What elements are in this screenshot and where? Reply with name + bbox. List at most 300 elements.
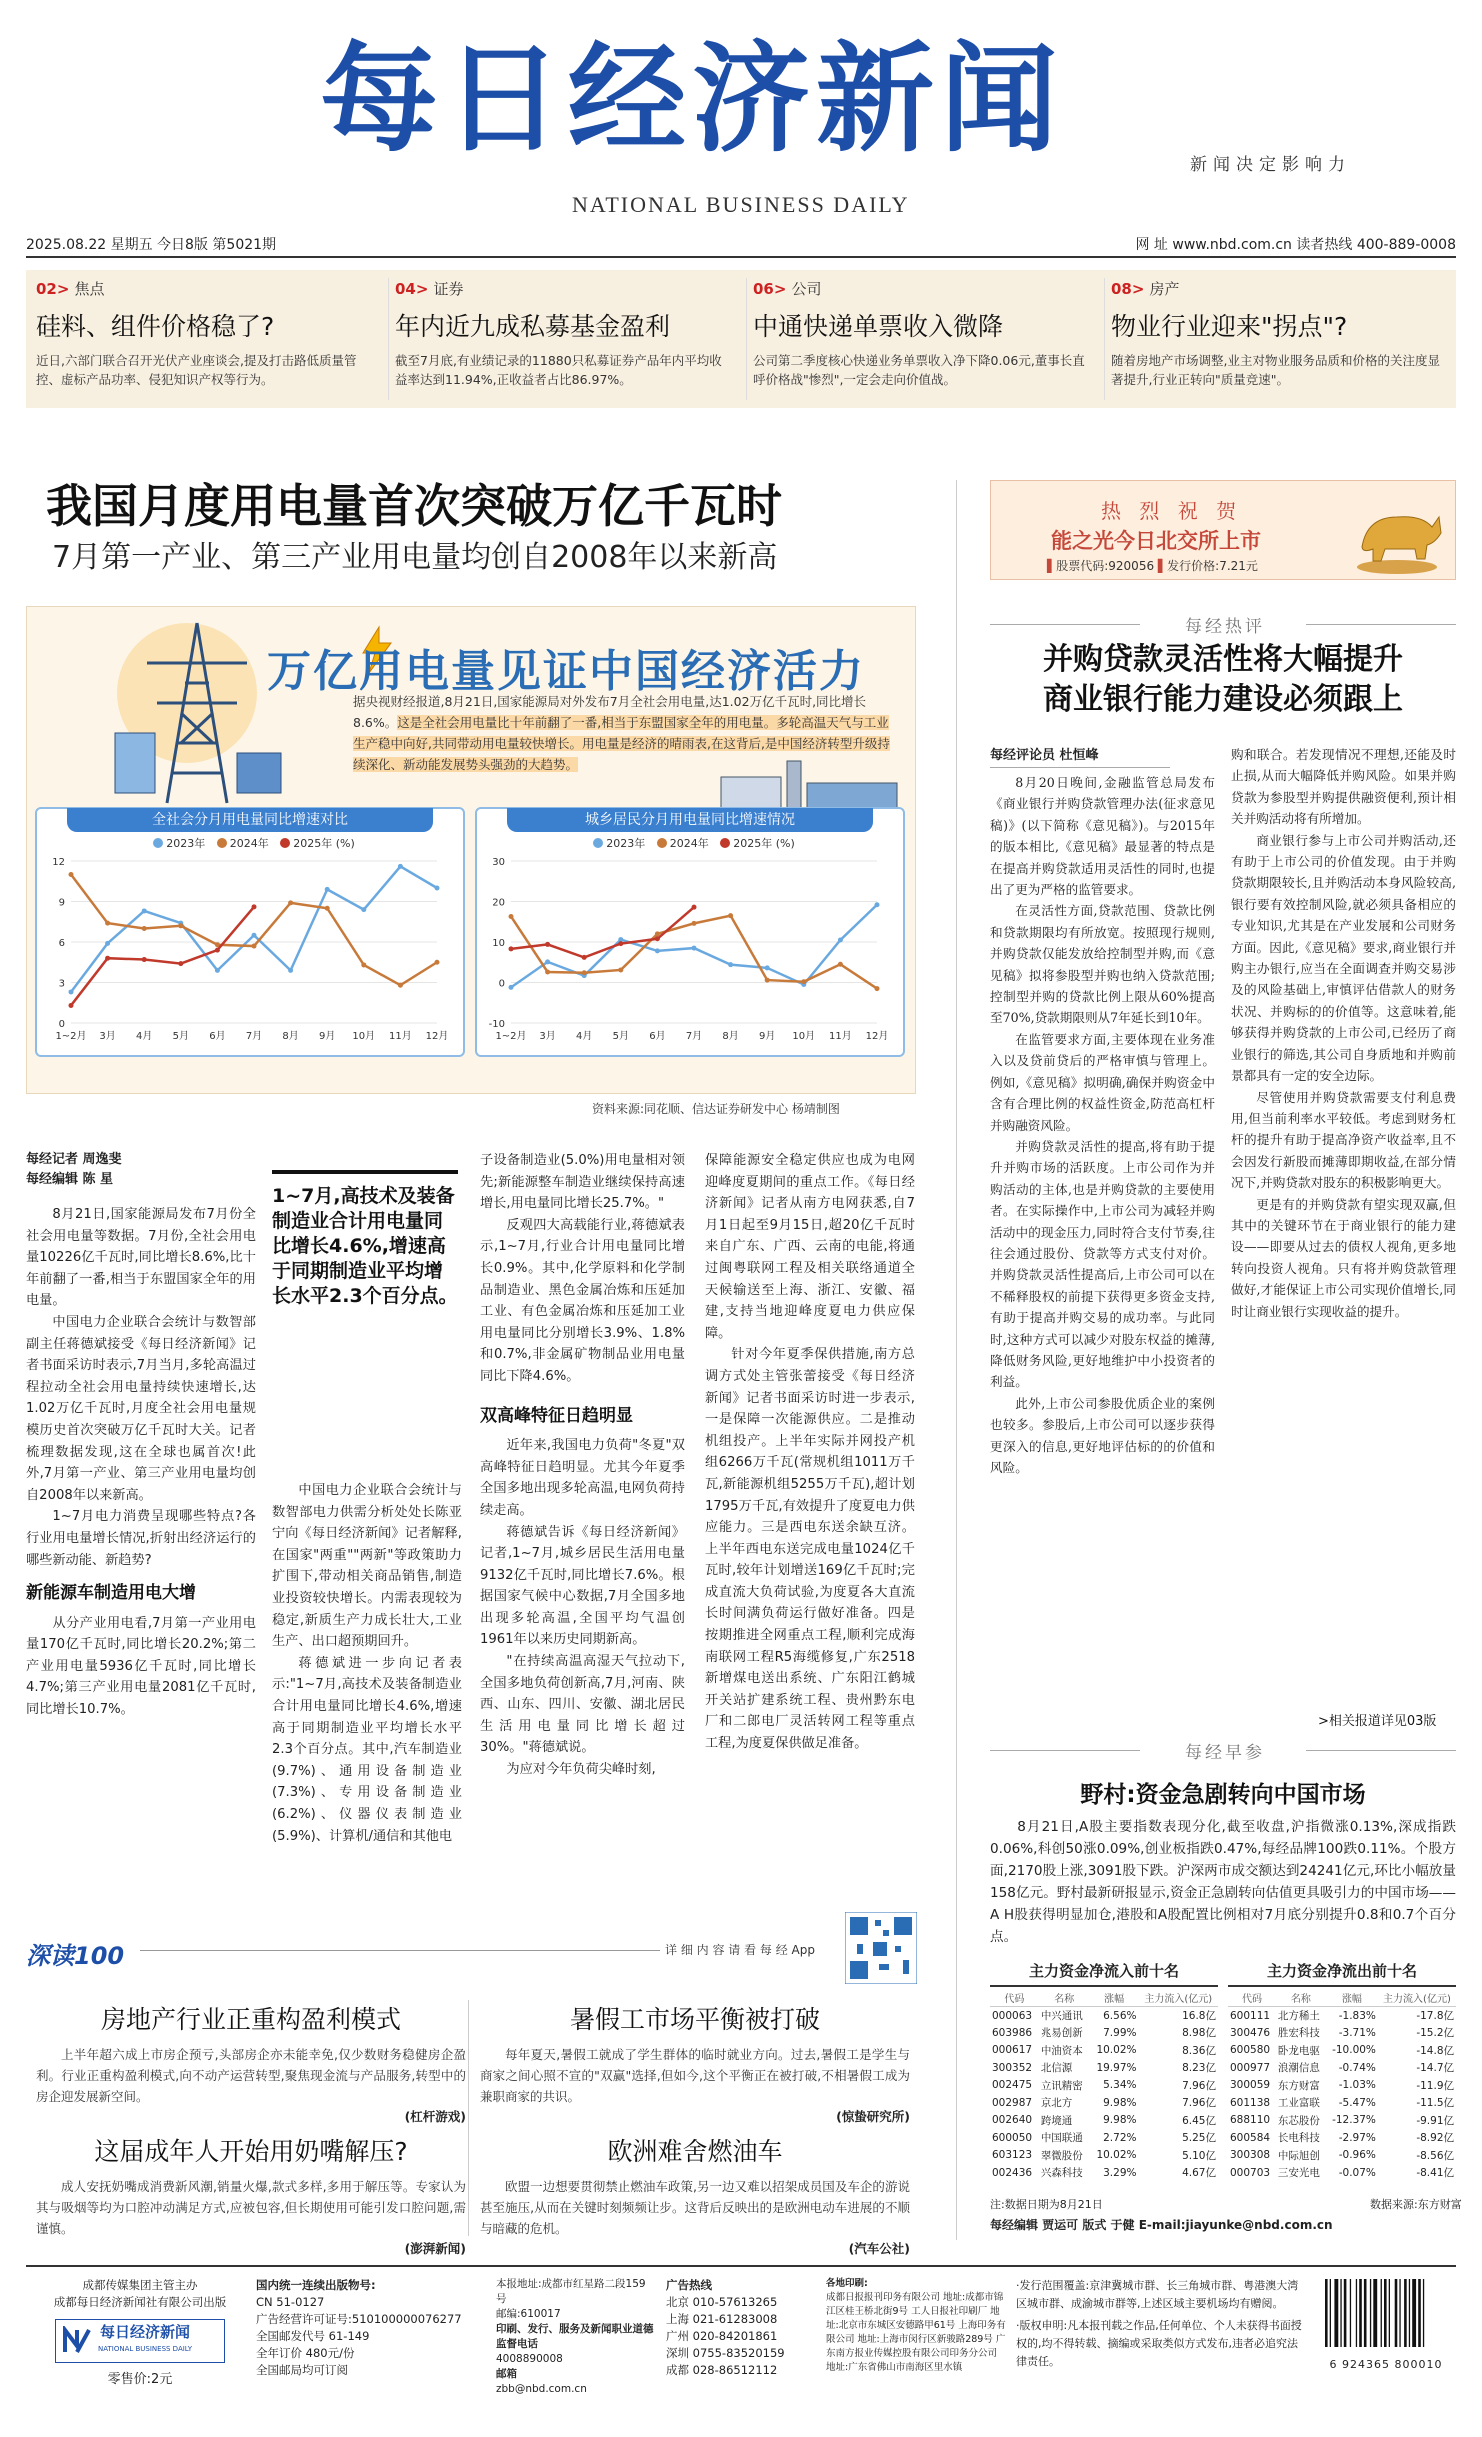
table-cell: 603986 [992, 2026, 1033, 2039]
deep-item[interactable] [480, 2000, 910, 2125]
ad-hotline: 北京 010-57613265 [666, 2295, 778, 2309]
barcode-bar [1350, 2279, 1351, 2347]
data-point [765, 965, 770, 970]
table-row[interactable] [1228, 2024, 1456, 2042]
paragraph: 中国电力企业联合会统计与数智部电力供需分析处处长陈亚宁向《每日经济新闻》记者解释,在国家"两重""两新"等政策助力扩围下,带动相关商品销售,制造业投资较快增长。内需表现较为稳定,新质生产力成长壮大,工业生产、出口超预期回升。 [272, 1483, 462, 1650]
barcode-bar [1409, 2279, 1410, 2347]
data-point [142, 926, 147, 931]
table-cell: 中际旭创 [1277, 2149, 1320, 2162]
table-cell: 北方稀土 [1277, 2010, 1320, 2022]
section-label: 证券 [433, 280, 464, 298]
table-cell: 7.96亿 [1182, 2079, 1216, 2092]
editorial-col-1 [990, 772, 1215, 1478]
table-row[interactable] [990, 2042, 1218, 2060]
table-cell: -14.8亿 [1416, 2044, 1454, 2057]
barcode-bar [1330, 2279, 1331, 2347]
x-tick-label: 8月 [282, 1031, 299, 1042]
series-line [71, 875, 437, 986]
graphic-desc-b: 这是全社会用电量比十年前翻了一番,相当于东盟国家全年的用电量。多轮高温天气与工业生产稳中向好,共同带动用电量较快增长。用电量是经济的晴雨表,在这背后,是中国经济转型升级持续深化、新动能发展势头强劲的大趋势。 [353, 715, 890, 772]
table-row[interactable] [1228, 2129, 1456, 2147]
barcode-bar [1423, 2279, 1424, 2347]
subheading: 双高峰特征日趋明显 [480, 1405, 633, 1426]
data-point [105, 921, 110, 926]
table-cell: 兴森科技 [1040, 2167, 1083, 2180]
table-cell: 600580 [1230, 2044, 1271, 2057]
series-line [71, 866, 437, 992]
deep-text: 成人安抚奶嘴成消费新风潮,销量火爆,款式多样,多用于解压等。专家认为其与吸烟等均为口腔冲动满足方式,应被包容,但长期使用可能引发口腔问题,需谨慎。 [36, 2179, 466, 2236]
data-point [142, 957, 147, 962]
y-tick-label: 30 [492, 857, 505, 868]
paragraph: 并购贷款灵活性的提高,将有助于提升并购市场的活跃度。上市公司作为并购活动的主体,也是并购贷款的主要使用者。在实际操作中,上市公司为减轻并购活动中的现金压力,同时符合支付节奏,往往会通过股份、贷款等方式支付对价。并购贷款灵活性提高后,上市公司可以在不稀释股权的前提下获得更多资金支持,有助于提高并购交易的成功率。与此同时,这种方式可以减少对股东权益的摊薄,降低财务风险,更好地维护中小投资者的利益。 [990, 1138, 1215, 1390]
legend-label: 2024年 [669, 837, 709, 850]
deep-text: 上半年超六成上市房企预亏,头部房企亦未能幸免,仅少数财务稳健房企盈利。行业正重构盈利模式,向不动产运营转型,聚焦现金流与产品服务,转型中的房企迎发展新空间。 [36, 2047, 466, 2104]
article-col-4 [705, 1150, 915, 1755]
x-tick-label: 9月 [319, 1031, 336, 1042]
line-chart [37, 853, 463, 1053]
data-point [435, 886, 440, 891]
power-tower-icon [107, 613, 287, 813]
table-cell: 北信源 [1040, 2062, 1073, 2075]
x-tick-label: 1~2月 [495, 1031, 527, 1042]
table-header: 主力流入(亿元) [1138, 1989, 1218, 2007]
barcode-bar [1399, 2279, 1400, 2347]
table-cell: 10.02% [1096, 2149, 1137, 2162]
footer-printers: 各地印刷: 成都日报报刊印务有限公司 地址:成都市锦江区桂王桥北街9号 工人日报社印刷厂 地址:北京市东城区安德路甲61号 上海印务有限公司 地址:上海市闵行区新骏路289号 广东南方报业传媒控股有限公司印务分公司 地址:广东省佛山市南海区里水镇 [826, 2278, 1006, 2373]
chart-panel-right [475, 807, 905, 1057]
barcode-bar [1404, 2279, 1407, 2347]
table-cell: 000977 [1230, 2061, 1271, 2074]
barcode-bar [1340, 2279, 1341, 2347]
table-cell: 000063 [992, 2009, 1033, 2022]
qr-code-icon[interactable] [845, 1912, 917, 1984]
table-row[interactable] [1228, 2042, 1456, 2060]
data-point [398, 983, 403, 988]
paragraph: 商业银行参与上市公司并购活动,还有助于上市公司的价值发现。由于并购贷款期限较长,且并购活动本身风险较高,银行要有效控制风险,就必须具备相应的专业知识,尤其是在产业发展和公司财务方面。因此,《意见稿》要求,商业银行并购主办银行,应当在全面调查并购交易涉及的风险基础上,审慎评估借款人的财务状况、并购标的的价值等。这意味着,能够获得并购贷款的上市公司,已经历了商业银行的筛选,其公司自身质地和并购前景都具有一定的安全边际。 [1231, 832, 1456, 1084]
deep-item[interactable] [36, 2000, 466, 2125]
teaser-item[interactable] [1104, 278, 1449, 400]
ad-banner[interactable] [990, 480, 1456, 580]
table-source: 数据来源:东方财富 [1370, 2198, 1462, 2211]
editorial-title-2: 商业银行能力建设必须跟上 [1043, 682, 1403, 717]
table-cell: 603123 [992, 2149, 1033, 2162]
data-point [618, 967, 623, 972]
infographic [26, 606, 916, 1094]
paragraph: 子设备制造业(5.0%)用电量相对领先;新能源整车制造业继续保持高速增长,用电量同比增长25.7%。" [480, 1153, 685, 1212]
data-point [655, 936, 660, 941]
ad-code: ▌股票代码:920056 ▌发行价格:7.21元 [1047, 559, 1258, 573]
graphic-title: 万亿用电量见证中国经济活力 [267, 646, 865, 697]
morning-text: 8月21日,A股主要指数表现分化,截至收盘,沪指微涨0.13%,深成指跌0.06%,科创50涨0.09%,创业板指跌0.47%,每经品牌100跌0.11%。个股方面,2170股上涨,3091股下跌。沪深两市成交额达到24241亿元,环比小幅放量158亿元。野村最新研报显示,资金正急剧转向估值更具吸引力的中国市场——A H股获得明显加仓,港股和A股配置比例相对7月底分别提升0.8和0.7个百分点。 [990, 1819, 1456, 1945]
barcode-bar [1370, 2279, 1371, 2347]
barcode-bar [1395, 2279, 1398, 2347]
table-cell: -14.7亿 [1416, 2062, 1454, 2075]
paragraph: 在监管要求方面,主要体现在业务准入以及贷前贷后的严格审慎与管理上。例如,《意见稿》拟明确,确保并购资金中含有合理比例的权益性资金,防范高杠杆并购融资风险。 [990, 1031, 1215, 1133]
page-number: 04> [395, 280, 429, 298]
table-cell: -2.97% [1338, 2131, 1376, 2144]
paragraph: 1~7月电力消费呈现哪些特点?各行业用电量增长情况,折射出经济运行的哪些新动能、新趋势? [26, 1509, 256, 1568]
deep-source: (惊蛰研究所) [836, 2109, 910, 2124]
table-header: 主力流入(亿元) [1378, 1989, 1456, 2007]
y-tick-label: 0 [58, 1019, 65, 1030]
x-tick-label: 6月 [649, 1031, 666, 1042]
data-point [582, 955, 587, 960]
table-cell: 9.98% [1103, 2096, 1137, 2109]
teaser-bar [26, 270, 1456, 408]
footer-logo [55, 2319, 225, 2363]
table-cell: 8.98亿 [1182, 2027, 1216, 2040]
x-tick-label: 6月 [209, 1031, 226, 1042]
page-number: 08> [1111, 280, 1145, 298]
paragraph: 反观四大高载能行业,蒋德斌表示,1~7月,行业合计用电量同比增长0.9%。其中,化学原料和化学制品制造业、黑色金属冶炼和压延加工业、有色金属冶炼和压延加工业用电量同比分别增长3.9%、1.8%和0.7%,非金属矿物制品业用电量同比下降4.6%。 [480, 1217, 685, 1384]
table-row[interactable] [990, 2094, 1218, 2112]
table-header: 涨幅 [1326, 1989, 1378, 2007]
table-cell: 16.8亿 [1182, 2010, 1216, 2022]
table-cell: 胜宏科技 [1277, 2027, 1320, 2040]
data-point [325, 906, 330, 911]
table-cell: 兆易创新 [1040, 2027, 1083, 2040]
table-cell: -0.96% [1338, 2149, 1376, 2162]
data-point [728, 962, 733, 967]
data-point [545, 942, 550, 947]
table-cell: 300476 [1230, 2026, 1271, 2039]
table-header: 代码 [1228, 1989, 1276, 2007]
divider [990, 624, 1140, 625]
table-cell: 8.23亿 [1182, 2062, 1216, 2075]
paragraph: "在持续高温高湿天气拉动下,全国多地负荷创新高,7月,河南、陕西、山东、四川、安徽、湖北居民生活用电量同比增长超过30%。"蒋德斌说。 [480, 1654, 685, 1756]
table-row[interactable] [1228, 2112, 1456, 2130]
table-cell: -3.71% [1338, 2026, 1376, 2039]
data-point [69, 989, 74, 994]
table-cell: 2.72% [1103, 2131, 1137, 2144]
app-note: 详 细 内 容 请 看 每 经 App [665, 1943, 815, 1957]
paragraph: 中国电力企业联合会统计与数智部副主任蒋德斌接受《每日经济新闻》记者书面采访时表示,7月当月,多轮高温过程拉动全社会用电量持续快速增长,达1.02万亿千瓦时,月度全社会用电量规模历史首次突破万亿千瓦时大关。记者梳理数据发现,这在全球也属首次!此外,7月第一产业、第三产业用电量均创自2008年以来新高。 [26, 1314, 256, 1503]
data-point [765, 978, 770, 983]
line-chart [477, 853, 903, 1053]
table-cell: 中国联通 [1040, 2132, 1083, 2145]
table-cell: 600584 [1230, 2131, 1271, 2144]
data-point [105, 956, 110, 961]
table-cell: -1.83% [1338, 2009, 1376, 2022]
table-cell: 长电科技 [1277, 2132, 1320, 2145]
deep-source: (杠杆游戏) [404, 2109, 466, 2124]
inflow-table [990, 1960, 1218, 2182]
morning-credit: 每经编辑 贾运可 版式 于健 E-mail:jiayunke@nbd.com.cn [990, 2218, 1333, 2232]
table-cell: 600111 [1230, 2009, 1271, 2022]
paragraph: 蒋德斌告诉《每日经济新闻》记者,1~7月,城乡居民生活用电量9132亿千瓦时,同比增长7.6%。根据国家气候中心数据,7月全国多地出现多轮高温,全国平均气温创1961年以来历史同期新高。 [480, 1524, 685, 1648]
y-tick-label: 10 [492, 938, 505, 949]
table-cell: -0.07% [1338, 2166, 1376, 2179]
deep-source: (澎湃新闻) [404, 2241, 466, 2256]
data-point [105, 941, 110, 946]
divider [990, 1750, 1140, 1751]
x-tick-label: 7月 [245, 1031, 263, 1042]
pull-quote: 1~7月,高技术及装备制造业合计用电量同比增长4.6%,增速高于同期制造业平均增长水平2.3个百分点。 [272, 1170, 458, 1309]
table-cell: 三安光电 [1277, 2167, 1320, 2180]
x-tick-label: 12月 [865, 1031, 889, 1042]
data-point [288, 900, 293, 905]
table-cell: 10.02% [1096, 2044, 1137, 2057]
outflow-table [1228, 1960, 1456, 2182]
data-point [361, 907, 366, 912]
paragraph: 蒋德斌进一步向记者表示:"1~7月,高技术及装备制造业合计用电量同比增长4.6%,增速高于同期制造业平均增长水平2.3个百分点。其中,汽车制造业(9.7%)、通用设备制造业(7.3%)、专用设备制造业(6.2%)、仪器仪表制造业(5.9%)、计算机/通信和其他电 [272, 1655, 462, 1844]
bull-icon [1347, 487, 1447, 577]
contact-line: 网 址 www.nbd.com.cn 读者热线 400-889-0008 [1135, 237, 1456, 253]
table-row[interactable] [1228, 2147, 1456, 2165]
table-row[interactable] [990, 2024, 1218, 2042]
paragraph: 8月21日,国家能源局发布7月份全社会用电量等数据。7月份,全社会用电量10226亿千瓦时,同比增长8.6%,比十年前翻了一番,相当于东盟国家全年的用电量。 [26, 1207, 256, 1309]
table-row[interactable] [990, 2164, 1218, 2182]
table-cell: -0.74% [1338, 2061, 1376, 2074]
related-link[interactable]: >相关报道详见03版 [1318, 1714, 1437, 1729]
x-tick-label: 9月 [759, 1031, 776, 1042]
paragraph: 尽管使用并购贷款需要支付利息费用,但当前利率水平较低。考虑到财务杠杆的提升有助于提高净资产收益率,且不会因发行新股而摊薄即期收益,在部分情况下,并购贷款对股东的积极影响更大。 [1231, 1089, 1456, 1191]
y-tick-label: 9 [58, 897, 65, 909]
data-point [361, 962, 366, 967]
table-cell: 000617 [992, 2044, 1033, 2057]
data-point [398, 864, 403, 869]
legend-label: 2023年 [606, 837, 646, 850]
table-cell: 中兴通讯 [1040, 2010, 1083, 2022]
x-tick-label: 5月 [612, 1031, 629, 1042]
reporter-byline: 每经记者 周逸斐 [26, 1152, 122, 1167]
footer-logo-text: 每日经济新闻 [100, 2323, 191, 2341]
table-cell: -10.00% [1332, 2044, 1376, 2057]
barcode-bar [1344, 2279, 1347, 2347]
data-point [69, 1003, 74, 1008]
data-point [252, 944, 257, 949]
table-row[interactable] [1228, 2077, 1456, 2095]
editorial-byline: 每经评论员 杜恒峰 [990, 744, 1170, 768]
editorial-col-2 [1231, 744, 1456, 1322]
deep-text: 欧盟一边想要贯彻禁止燃油车政策,另一边又难以招架成员国及车企的游说甚至施压,从而在关键时刻频频让步。这背后反映出的是欧洲电动车进展的不顺与暗藏的危机。 [480, 2179, 910, 2236]
x-tick-label: 12月 [425, 1031, 449, 1042]
paragraph: 此外,上市公司参股优质企业的案例也较多。参股后,上市公司可以逐步获得更深入的信息,更好地评估标的的价值和风险。 [990, 1395, 1215, 1475]
data-point [875, 902, 880, 907]
x-tick-label: 1~2月 [55, 1031, 87, 1042]
data-point [692, 905, 697, 910]
deep-item[interactable] [36, 2132, 466, 2257]
table-cell: 7.96亿 [1182, 2097, 1216, 2110]
barcode-bar [1373, 2279, 1377, 2347]
table-row[interactable] [990, 2147, 1218, 2165]
lead-subheadline: 7月第一产业、第三产业用电量均创自2008年以来新高 [52, 540, 778, 575]
teaser-text: 截至7月底,有业绩记录的11880只私募证券产品年内平均收益率达到11.94%,正收益者占比86.97%。 [395, 353, 722, 387]
footer-publisher: 成都传媒集团主管主办 成都每日经济新闻社有限公司出版 每日经济新闻 NATIONAL BUSINESS DAILY 零售价:2元 [40, 2277, 240, 2388]
table-row[interactable] [990, 2129, 1218, 2147]
x-tick-label: 5月 [172, 1031, 189, 1042]
table-row[interactable] [1228, 2059, 1456, 2077]
table-cell: 卧龙电驱 [1277, 2044, 1320, 2057]
data-point [838, 962, 843, 967]
table-cell: 5.34% [1103, 2079, 1137, 2092]
slogan: 新闻决定影响力 [1190, 155, 1351, 175]
x-tick-label: 4月 [576, 1031, 593, 1042]
data-point [875, 986, 880, 991]
data-point [801, 979, 806, 984]
table-header: 代码 [990, 1989, 1039, 2007]
footer-address: 本报地址:成都市红星路二段159号 邮编:610017 印刷、发行、服务及新闻职业道德监督电话 4008890008 邮箱 zbb@nbd.com.cn [496, 2278, 654, 2395]
data-point [692, 946, 697, 951]
table-cell: 002436 [992, 2166, 1033, 2179]
teaser-item[interactable] [30, 278, 375, 400]
data-point [509, 914, 514, 919]
table-cell: 002987 [992, 2096, 1033, 2109]
table-cell: 19.97% [1096, 2061, 1137, 2074]
table-row[interactable] [990, 2059, 1218, 2077]
legend-label: 2023年 [166, 837, 206, 850]
barcode-bar [1381, 2279, 1382, 2347]
data-point [582, 970, 587, 975]
x-tick-label: 11月 [389, 1031, 412, 1042]
barcode-bar [1412, 2279, 1416, 2347]
section-label: 焦点 [74, 280, 105, 298]
y-tick-label: 3 [58, 978, 65, 990]
article-col-3 [480, 1150, 685, 1781]
deep-title: 欧洲难舍燃油车 [607, 2137, 783, 2166]
data-point [178, 923, 183, 928]
barcode-number: 6 924365 800010 [1329, 2358, 1443, 2371]
article-col-1 [26, 1150, 256, 1721]
editorial-kicker: 每经热评 [1185, 617, 1265, 637]
footer [26, 2265, 1456, 2415]
x-tick-label: 10月 [792, 1031, 816, 1042]
table-cell: 东方财富 [1277, 2079, 1320, 2092]
barcode-bar [1384, 2279, 1387, 2347]
table-cell: 浪潮信息 [1277, 2062, 1320, 2075]
table-cell: 东芯股份 [1277, 2114, 1320, 2127]
column-divider [956, 480, 957, 2240]
table-row[interactable] [990, 2077, 1218, 2095]
inflow-title: 主力资金净流入前十名 [990, 1960, 1218, 1987]
y-tick-label: 0 [498, 978, 505, 990]
barcode-bar [1418, 2279, 1421, 2347]
x-tick-label: 7月 [685, 1031, 703, 1042]
editorial-title-1: 并购贷款灵活性将大幅提升 [1043, 642, 1403, 677]
table-cell: 300059 [1230, 2079, 1271, 2092]
table-cell: -17.8亿 [1416, 2010, 1454, 2022]
barcode-bar [1334, 2279, 1338, 2347]
table-cell: 翠微股份 [1040, 2149, 1083, 2162]
morning-headline[interactable]: 野村:资金急剧转向中国市场 [1080, 1782, 1366, 1808]
table-cell: -8.92亿 [1416, 2132, 1454, 2145]
data-point [142, 908, 147, 913]
data-point [509, 985, 514, 990]
deep-item[interactable] [480, 2132, 910, 2257]
table-cell: -15.2亿 [1416, 2027, 1454, 2040]
deep-text: 每年夏天,暑假工就成了学生群体的临时就业方向。过去,暑假工是学生与商家之间心照不宣的"双赢"选择,但如今,这个平衡正在被打破,不相暑假工成为兼职商家的共识。 [480, 2047, 910, 2104]
table-cell: -8.56亿 [1416, 2149, 1454, 2162]
ad-line2: 能之光今日北交所上市 [1051, 529, 1261, 553]
chart-title: 全社会分月用电量同比增速对比 [67, 808, 433, 832]
rule [26, 256, 1456, 258]
paragraph: 从分产业用电看,7月第一产业用电量170亿千瓦时,同比增长20.2%;第二产业用电量5936亿千瓦时,同比增长4.7%;第三产业用电量2081亿千瓦时,同比增长10.7%。 [26, 1615, 256, 1718]
table-cell: 8.36亿 [1182, 2044, 1216, 2057]
data-point [692, 921, 697, 926]
teaser-title: 中通快递单票收入微降 [753, 312, 1004, 341]
barcode-icon [1321, 2277, 1451, 2351]
teaser-item[interactable] [746, 278, 1091, 400]
table-cell: -1.03% [1338, 2079, 1376, 2092]
chart-panel-left [35, 807, 465, 1057]
page-number: 02> [36, 280, 70, 298]
table-cell: 3.29% [1103, 2166, 1137, 2179]
data-point [655, 948, 660, 953]
chart-legend: 2023年 2024年 2025年 (%) [477, 835, 903, 851]
table-cell: 5.25亿 [1182, 2132, 1216, 2145]
inflow-rows [990, 1989, 1218, 2182]
data-point [545, 959, 550, 964]
data-point [838, 937, 843, 942]
ad-hotline: 深圳 0755-83520159 [666, 2346, 785, 2360]
table-cell: 7.99% [1103, 2026, 1137, 2039]
footer-logo-en: NATIONAL BUSINESS DAILY [98, 2345, 193, 2353]
table-cell: 6.56% [1103, 2009, 1137, 2022]
ad-hotline: 广州 020-84201861 [666, 2329, 778, 2343]
ad-hotline: 成都 028-86512112 [666, 2363, 778, 2377]
table-row[interactable] [1228, 2164, 1456, 2182]
y-tick-label: 12 [52, 857, 65, 868]
table-cell: -11.5亿 [1416, 2097, 1454, 2110]
divider [468, 2000, 469, 2236]
barcode-bar [1389, 2279, 1390, 2347]
table-row[interactable] [990, 2007, 1218, 2025]
ad-hotline: 上海 021-61283008 [666, 2312, 778, 2326]
table-row[interactable] [990, 2112, 1218, 2130]
teaser-title: 硅料、组件价格稳了? [36, 312, 275, 341]
table-cell: 4.67亿 [1182, 2167, 1216, 2180]
x-tick-label: 11月 [829, 1031, 852, 1042]
table-header: 涨幅 [1090, 1989, 1139, 2007]
x-tick-label: 4月 [136, 1031, 153, 1042]
deep-read-label: 深读100 [26, 1942, 125, 1970]
deep-title: 房地产行业正重构盈利模式 [100, 2005, 401, 2034]
x-tick-label: 10月 [352, 1031, 376, 1042]
data-point [325, 887, 330, 892]
table-cell: 600050 [992, 2131, 1033, 2144]
y-tick-label: 20 [492, 897, 505, 909]
y-tick-label: 6 [58, 938, 65, 949]
teaser-item[interactable] [388, 278, 733, 400]
barcode-bar [1359, 2279, 1362, 2347]
section-label: 房产 [1149, 280, 1180, 298]
paragraph: 8月20日晚间,金融监管总局发布《商业银行并购贷款管理办法(征求意见稿)》(以下简称《意见稿》)。与2015年的版本相比,《意见稿》最显著的特点是在提高并购贷款适用灵活性的同时,也提出了更为严格的监管要求。 [990, 775, 1215, 898]
teaser-text: 随着房地产市场调整,业主对物业服务品质和价格的关注度显著提升,行业正转向"质量竞速"。 [1111, 353, 1440, 387]
table-row[interactable] [1228, 2094, 1456, 2112]
footer-ads: 广告热线 北京 010-57613265 上海 021-61283008 广州 020-84201861 深圳 0755-83520159 成都 028-86512112 [666, 2277, 816, 2379]
table-header: 名称 [1039, 1989, 1090, 2007]
table-cell: 立讯精密 [1040, 2079, 1083, 2092]
divider [140, 1950, 660, 1951]
table-row[interactable] [1228, 2007, 1456, 2025]
graphic-source: 资料来源:同花顺、信达证券研发中心 杨靖制图 [592, 1102, 840, 1116]
table-cell: 9.98% [1103, 2114, 1137, 2127]
lead-headline[interactable]: 我国月度用电量首次突破万亿千瓦时 [46, 479, 782, 533]
barcode [1316, 2277, 1456, 2373]
article-col-2 [272, 1480, 462, 1847]
data-point [435, 960, 440, 965]
barcode-bar [1325, 2279, 1328, 2347]
deep-source: (汽车公社) [848, 2241, 910, 2256]
chart-legend: 2023年 2024年 2025年 (%) [37, 835, 463, 851]
x-tick-label: 3月 [99, 1031, 116, 1042]
editorial-headline[interactable] [990, 640, 1456, 720]
paragraph: 为应对今年负荷尖峰时刻, [506, 1762, 656, 1778]
x-tick-label: 3月 [539, 1031, 556, 1042]
table-cell: 5.10亿 [1182, 2149, 1216, 2162]
table-cell: 000703 [1230, 2166, 1271, 2179]
section-label: 公司 [791, 280, 822, 298]
subheading: 新能源车制造用电大增 [26, 1583, 196, 1604]
